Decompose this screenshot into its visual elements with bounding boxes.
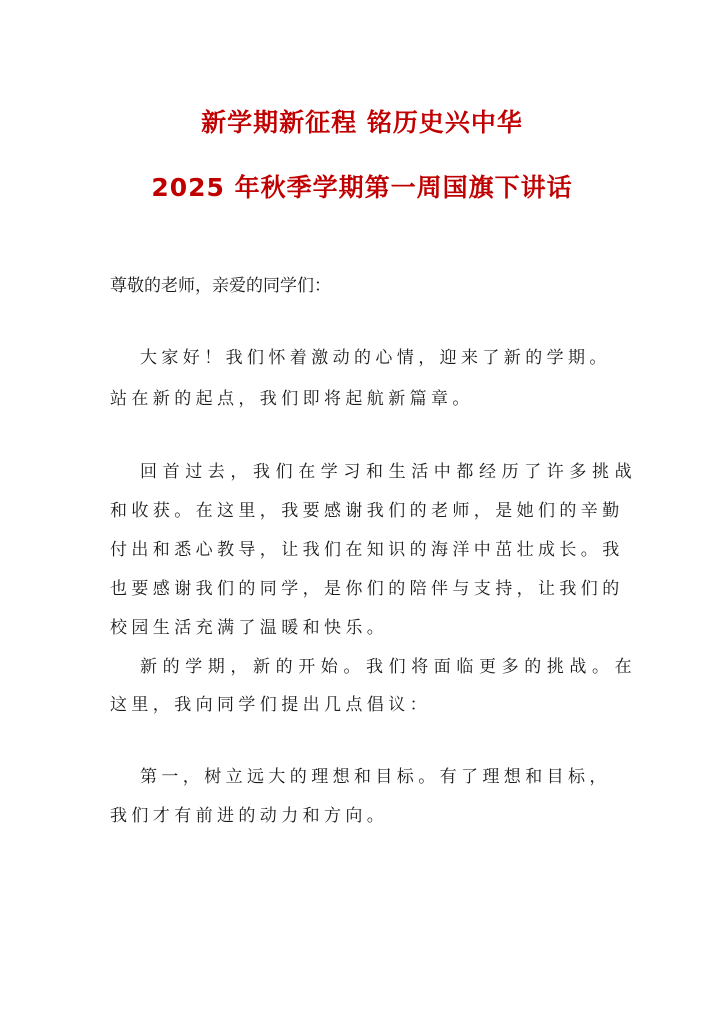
body-line: 回首过去，我们在学习和生活中都经历了许多挑战	[140, 462, 638, 482]
body-line: 这里，我向同学们提出几点倡议：	[110, 695, 431, 715]
salutation: 尊敬的老师，亲爱的同学们：	[110, 276, 331, 296]
body-line: 和收获。在这里，我要感谢我们的老师，是她们的辛勤	[110, 501, 624, 521]
body-line: 站在新的起点，我们即将起航新篇章。	[110, 389, 474, 409]
title-line-1: 新学期新征程 铭历史兴中华	[201, 108, 523, 137]
title-line-2: 2025 年秋季学期第一周国旗下讲话	[151, 173, 573, 202]
body-line: 校园生活充满了温暖和快乐。	[110, 618, 389, 638]
body-line: 第一，树立远大的理想和目标。有了理想和目标，	[140, 767, 611, 787]
body-line: 我们才有前进的动力和方向。	[110, 806, 389, 826]
body-line: 新的学期，新的开始。我们将面临更多的挑战。在	[140, 657, 638, 677]
body-line: 也要感谢我们的同学，是你们的陪伴与支持，让我们的	[110, 579, 624, 599]
body-line: 付出和悉心教导，让我们在知识的海洋中茁壮成长。我	[110, 540, 624, 560]
body-line: 大家好！我们怀着激动的心情，迎来了新的学期。	[140, 348, 611, 368]
